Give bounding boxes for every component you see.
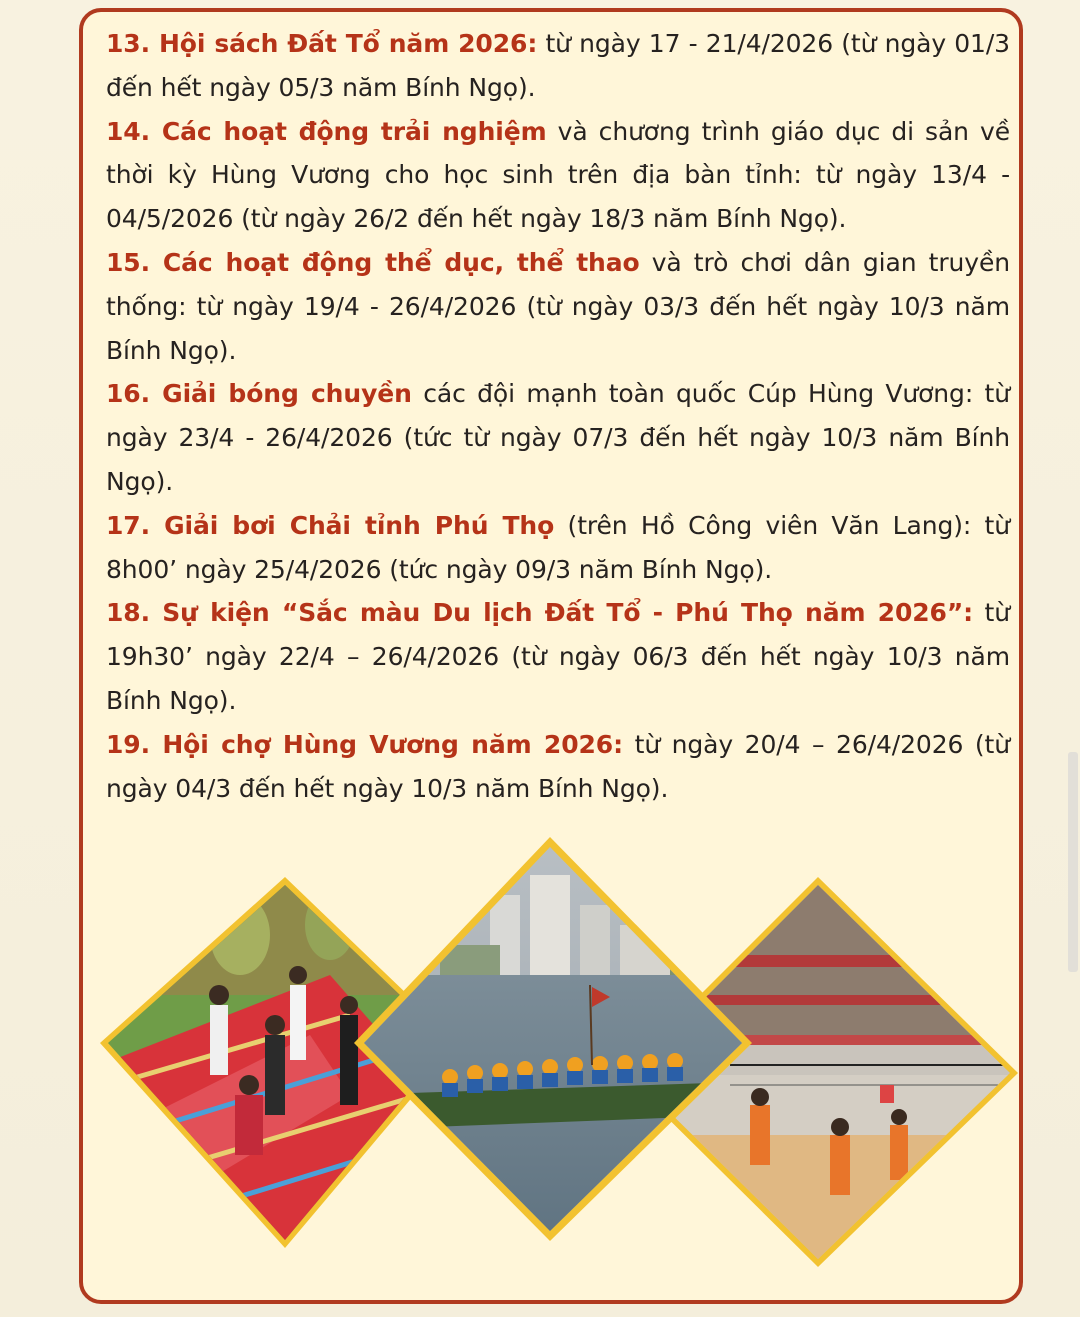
- event-details: (trên Hồ Công viên Văn Lang): từ 8h00’ ngày 25/4/2026 (tức ngày 09/3 năm Bính Ngọ).: [106, 510, 1010, 584]
- event-item-18: [106, 591, 1010, 722]
- event-details: từ 19h30’ ngày 22/4 – 26/4/2026 (từ ngày 06/3 đến hết ngày 10/3 năm Bính Ngọ).: [106, 598, 1011, 715]
- event-details: và trò chơi dân gian truyền thống: từ ngày 19/4 - 26/4/2026 (từ ngày 03/3 đến hết ngày 10/3 năm Bính Ngọ).: [106, 247, 1010, 365]
- event-title: 19. Hội chợ Hùng Vương năm 2026:: [106, 729, 624, 759]
- boat-race-photo: [350, 835, 760, 1245]
- event-details: và chương trình giáo dục di sản về thời kỳ Hùng Vương cho học sinh trên địa bàn tỉnh: từ ngày 13/4 - 04/5/2026 (từ ngày 26/2 đến hết ngày 18/3 năm Bính Ngọ).: [106, 116, 1011, 234]
- event-details: từ ngày 17 - 21/4/2026 (từ ngày 01/3 đến hết ngày 05/3 năm Bính Ngọ).: [106, 29, 1010, 102]
- event-item-15: [106, 241, 1010, 372]
- event-item-16: [106, 372, 1010, 503]
- event-title: 13. Hội sách Đất Tổ năm 2026:: [106, 29, 538, 58]
- event-list: [106, 22, 1010, 810]
- event-details: từ ngày 20/4 – 26/4/2026 (từ ngày 04/3 đến hết ngày 10/3 năm Bính Ngọ).: [106, 729, 1011, 803]
- event-item-19: [106, 723, 1010, 811]
- event-item-17: [106, 504, 1010, 592]
- event-title: 14. Các hoạt động trải nghiệm: [106, 116, 547, 146]
- event-details: các đội mạnh toàn quốc Cúp Hùng Vương: từ ngày 23/4 - 26/4/2026 (tức từ ngày 07/3 đến hết ngày 10/3 năm Bính Ngọ).: [106, 379, 1010, 496]
- event-title: 16. Giải bóng chuyền: [106, 379, 412, 409]
- photo-collage: [90, 835, 1030, 1290]
- event-item-14: [106, 110, 1010, 241]
- event-title: 15. Các hoạt động thể dục, thể thao: [106, 247, 640, 277]
- event-item-13: [106, 22, 1010, 110]
- scrollbar[interactable]: [1068, 752, 1078, 972]
- event-title: 17. Giải bơi Chải tỉnh Phú Thọ: [106, 510, 555, 540]
- event-title: 18. Sự kiện “Sắc màu Du lịch Đất Tổ - Phú Thọ năm 2026”:: [106, 598, 974, 628]
